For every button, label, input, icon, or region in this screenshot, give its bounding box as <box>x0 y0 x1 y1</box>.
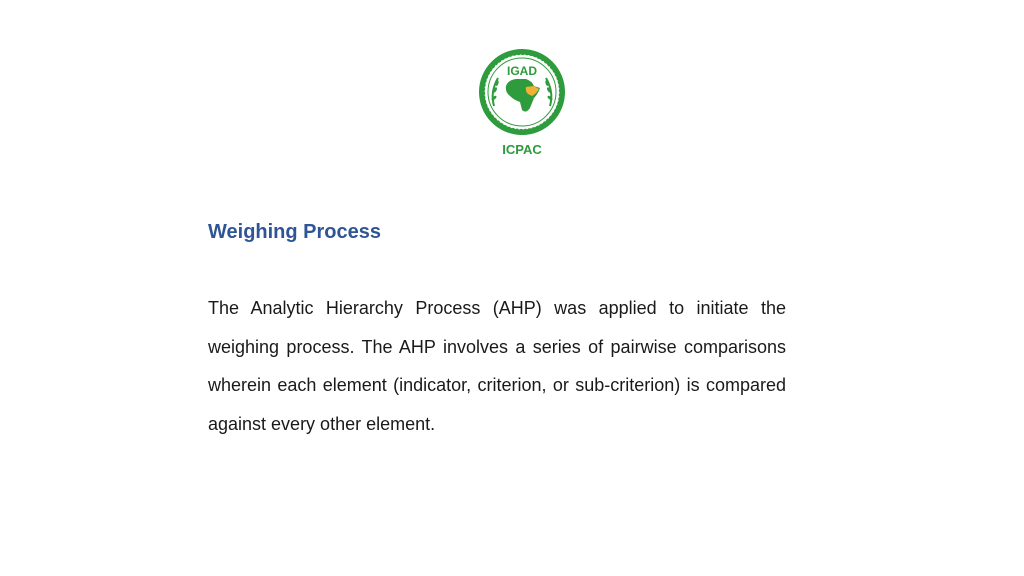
logo-emblem <box>468 48 576 160</box>
igad-icpac-logo <box>468 48 576 160</box>
logo-icpac-text: ICPAC <box>502 142 542 157</box>
body-paragraph: The Analytic Hierarchy Process (AHP) was applied to initiate the weighing process. The AHP involves a series of pairwise comparisons wherein each element (indicator, criterion, or sub-criterion) is compared against every other element. <box>208 298 786 434</box>
logo-igad-text: IGAD <box>507 64 537 78</box>
section-heading: Weighing Process <box>208 221 382 243</box>
africa-map-icon <box>506 79 540 112</box>
